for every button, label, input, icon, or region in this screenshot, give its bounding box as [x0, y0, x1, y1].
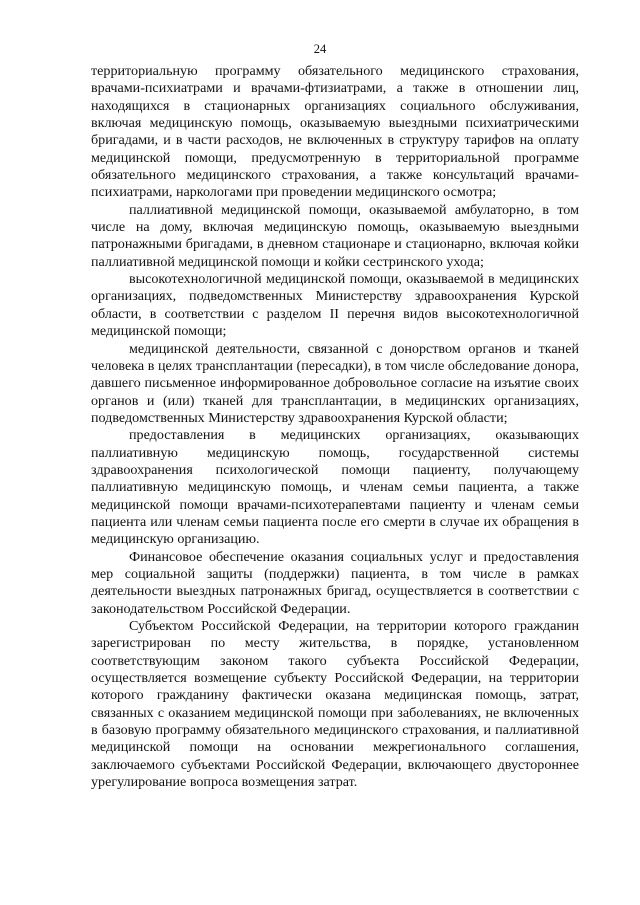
paragraph-organ-donation: медицинской деятельности, связанной с донорством органов и тканей человека в целях трансплантации (пересадки), в том числе обследование донора, давшего письменное информированное добровольное согласие на изъятие своих органов и (или) тканей для трансплантации, в медицинских организациях, подведомственных Министерству здравоохранения Курской области;	[91, 340, 579, 426]
paragraph-palliative-care: паллиативной медицинской помощи, оказываемой амбулаторно, в том числе на дому, включая медицинскую помощь, оказываемую выездными патронажными бригадами, в дневном стационаре и стационарно, включая койки паллиативной медицинской помощи и койки сестринского ухода;	[91, 201, 579, 270]
paragraph-cost-reimbursement: Субъектом Российской Федерации, на территории которого гражданин зарегистрирован по месту жительства, в порядке, установленном соответствующим законом такого субъекта Российской Федерации, осуществляется возмещение субъекту Российской Федерации, на территории которого гражданину фактически оказана медицинская помощь, затрат, связанных с оказанием медицинской помощи при заболеваниях, не включенных в базовую программу обязательного медицинского страхования, и паллиативной медицинской помощи на основании межрегионального соглашения, заключаемого субъектами Российской Федерации, включающего двустороннее урегулирование вопроса возмещения затрат.	[91, 618, 579, 791]
paragraph-social-services: Финансовое обеспечение оказания социальных услуг и предоставления мер социальной защиты (поддержки) пациента, в том числе в рамках деятельности выездных патронажных бригад, осуществляется в соответствии с законодательством Российской Федерации.	[91, 548, 579, 617]
paragraph-psychological-help: предоставления в медицинских организациях, оказывающих паллиативную медицинскую помощь, государственной системы здравоохранения психологической помощи пациенту, получающему паллиативную медицинскую помощь, и членам семьи пациента, а также медицинской помощи врачами-психотерапевтами пациенту и членам семьи пациента или членам семьи пациента после его смерти в случае их обращения в медицинскую организацию.	[91, 427, 579, 548]
paragraph-continuation: территориальную программу обязательного медицинского страхования, врачами-психиатрами и врачами-фтизиатрами, а также в отношении лиц, находящихся в стационарных организациях социального обслуживания, включая медицинскую помощь, оказываемую выездными психиатрическими бригадами, и в части расходов, не включенных в структуру тарифов на оплату медицинской помощи, предусмотренную в территориальной программе обязательного медицинского страхования, а также консультаций врачами-психиатрами, наркологами при проведении медицинского осмотра;	[91, 63, 579, 201]
paragraph-high-tech-care: высокотехнологичной медицинской помощи, оказываемой в медицинских организациях, подведомственных Министерству здравоохранения Курской области, в соответствии с разделом II перечня видов высокотехнологичной медицинской помощи;	[91, 271, 579, 340]
document-body	[91, 63, 579, 791]
page-number: 24	[313, 42, 327, 56]
